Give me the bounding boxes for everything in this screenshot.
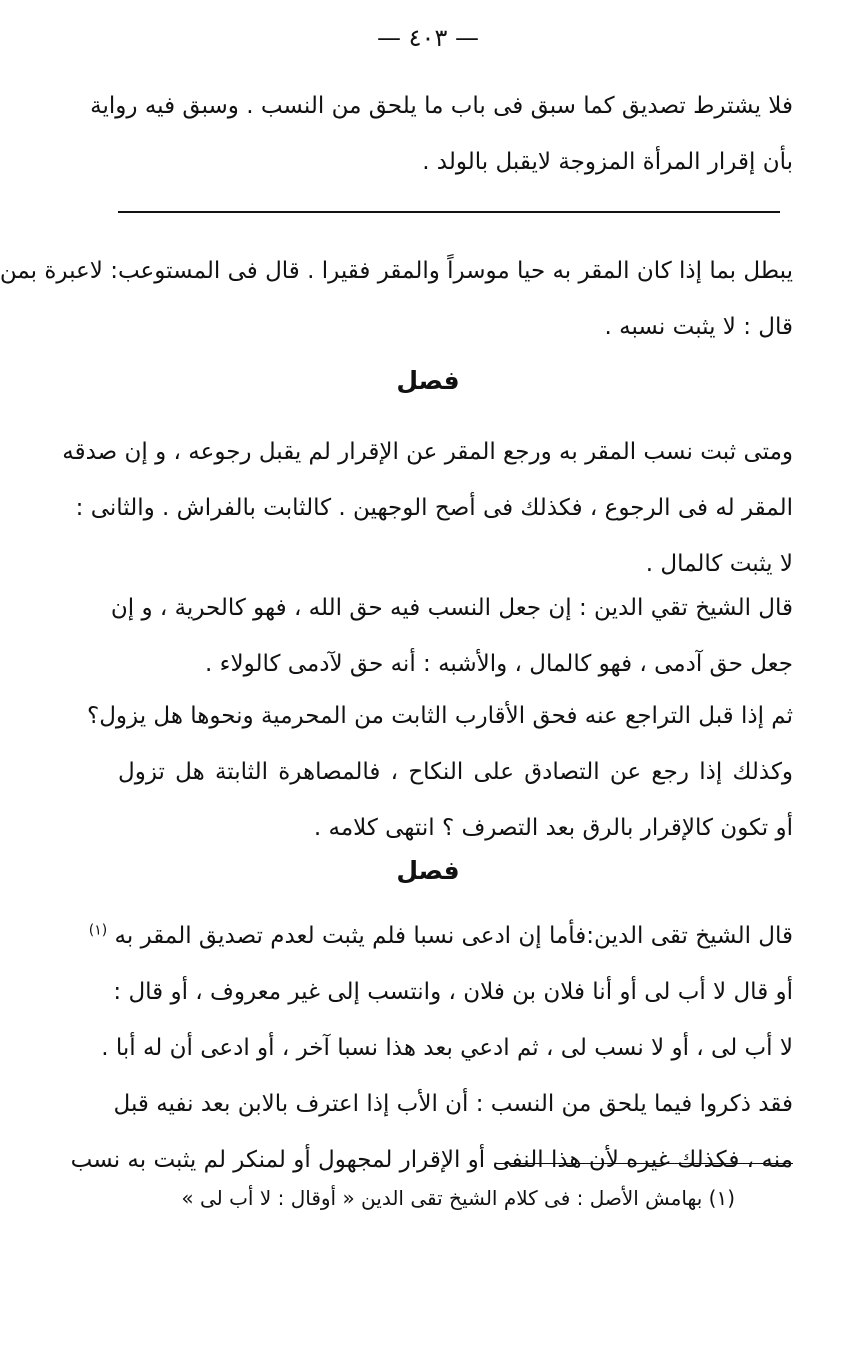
text-line: قال : لا يثبت نسبه . bbox=[604, 314, 793, 340]
text-line: لا أب لى ، أو لا نسب لى ، ثم ادعي بعد هذا نسبا آخر ، أو ادعى أن له أبا . bbox=[101, 1035, 793, 1061]
text-line: فلا يشترط تصديق كما سبق فى باب ما يلحق من النسب . وسبق فيه رواية bbox=[90, 93, 793, 119]
text-line: جعل حق آدمى ، فهو كالمال ، والأشبه : أنه حق لآدمى كالولاء . bbox=[205, 651, 793, 677]
section2-paragraph-1 bbox=[70, 908, 793, 1188]
text-line: أو تكون كالإقرار بالرق بعد التصرف ؟ انتهى كلامه . bbox=[313, 815, 793, 841]
page-number: — ٤٠٣ — bbox=[377, 24, 479, 52]
text-line: لا يثبت كالمال . bbox=[645, 551, 793, 577]
text-line: بأن إقرار المرأة المزوجة لايقبل بالولد . bbox=[422, 149, 793, 175]
continued-paragraph bbox=[0, 243, 793, 355]
top-paragraph bbox=[90, 78, 793, 190]
footnote: (١) بهامش الأصل : فى كلام الشيخ تقى الدين « أوقال : لا أب لى » bbox=[181, 1186, 735, 1210]
section1-paragraph-3 bbox=[86, 688, 793, 856]
text-line bbox=[88, 908, 793, 964]
text-line: منه ، فكذلك غيره لأن هذا النفى أو الإقرار لمجهول أو لمنكر لم يثبت به نسب bbox=[70, 1147, 793, 1173]
text-line: فقد ذكروا فيما يلحق من النسب : أن الأب إذا اعترف بالابن بعد نفيه قبل bbox=[113, 1091, 793, 1117]
text-line: قال الشيخ تقي الدين : إن جعل النسب فيه حق الله ، فهو كالحرية ، و إن bbox=[110, 595, 793, 621]
section-heading: فصل bbox=[396, 856, 460, 885]
footnote-reference: (١) bbox=[88, 922, 108, 939]
section-heading: فصل bbox=[396, 366, 460, 395]
text-line: ثم إذا قبل التراجع عنه فحق الأقارب الثابت من المحرمية ونحوها هل يزول؟ bbox=[86, 703, 793, 729]
section-divider bbox=[118, 211, 780, 213]
text-line: المقر له فى الرجوع ، فكذلك فى أصح الوجهين . كالثابت بالفراش . والثانى : bbox=[75, 495, 793, 521]
section1-paragraph-2 bbox=[110, 580, 793, 692]
text-line: أو قال لا أب لى أو أنا فلان بن فلان ، وانتسب إلى غير معروف ، أو قال : bbox=[113, 979, 793, 1005]
text-line: ومتى ثبت نسب المقر به ورجع المقر عن الإقرار لم يقبل رجوعه ، و إن صدقه bbox=[62, 439, 793, 465]
text-line: يبطل بما إذا كان المقر به حيا موسراً والمقر فقيرا . قال فى المستوعب: لاعبرة بمن bbox=[0, 258, 793, 284]
section1-paragraph-1 bbox=[62, 424, 793, 592]
text-line: وكذلك إذا رجع عن التصادق على النكاح ، فالمصاهرة الثابتة هل تزول bbox=[118, 759, 793, 785]
text-line-body: قال الشيخ تقى الدين:فأما إن ادعى نسبا فلم يثبت لعدم تصديق المقر به bbox=[114, 923, 793, 949]
footnote-divider bbox=[495, 1163, 793, 1164]
